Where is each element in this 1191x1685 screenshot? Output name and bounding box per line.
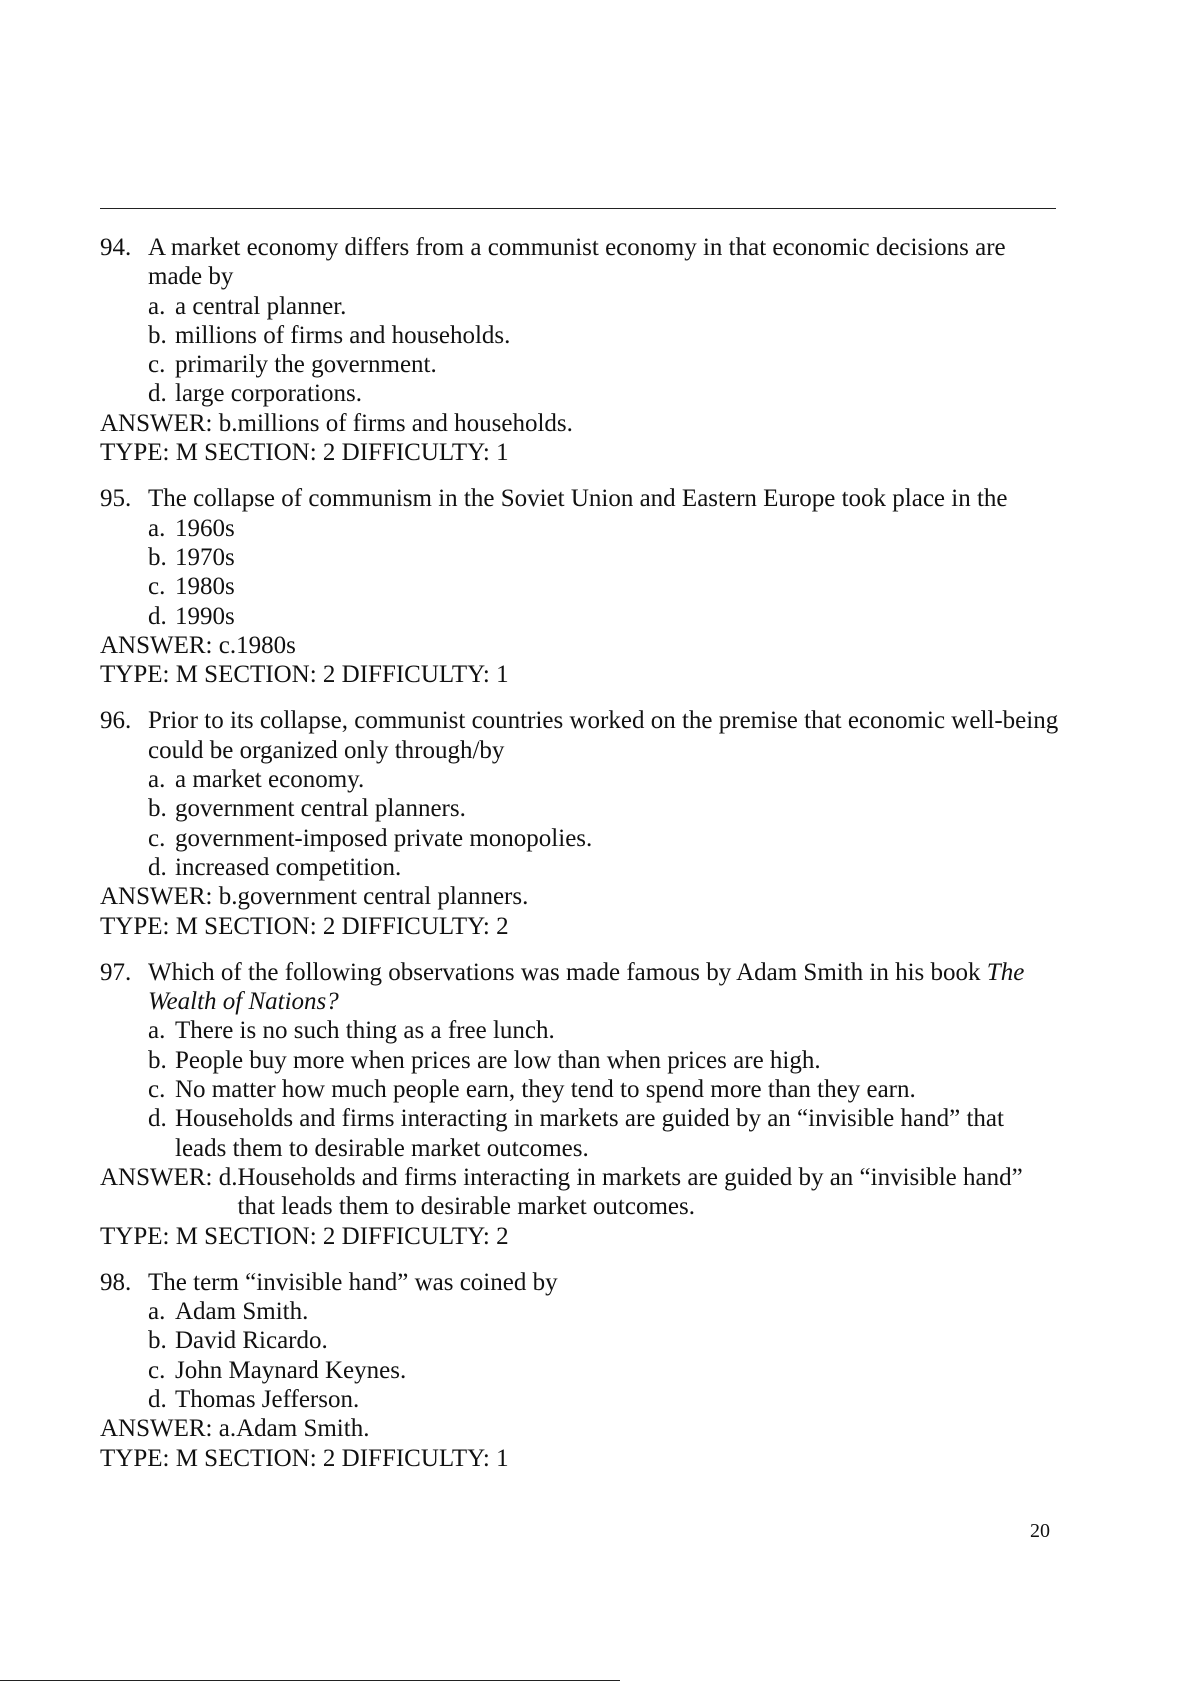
question-stem: The collapse of communism in the Soviet Union and Eastern Europe took place in the	[148, 485, 1008, 513]
option	[148, 321, 1060, 350]
option-text: Households and firms interacting in markets are guided by an “invisible hand” that leads them to desirable market outcomes.	[175, 1105, 1004, 1162]
question-95	[100, 484, 1060, 689]
question-meta: TYPE: M SECTION: 2 DIFFICULTY: 2	[100, 912, 509, 940]
question-94	[100, 233, 1060, 467]
option-text: Adam Smith.	[175, 1298, 309, 1326]
question-meta: TYPE: M SECTION: 2 DIFFICULTY: 1	[100, 439, 509, 467]
option	[148, 292, 1060, 321]
question-number: 98.	[100, 1268, 132, 1296]
answer-label: ANSWER: d.	[100, 1163, 238, 1191]
option	[148, 1326, 1060, 1355]
option-text: 1960s	[175, 514, 235, 542]
question-stem: Prior to its collapse, communist countries worked on the premise that economic well-being could be organized only through/by	[148, 707, 1059, 764]
option-text: large corporations.	[175, 380, 362, 408]
question-number: 96.	[100, 707, 132, 735]
option-letter: d.	[148, 1385, 167, 1413]
question-meta: TYPE: M SECTION: 2 DIFFICULTY: 1	[100, 1444, 509, 1472]
option-letter: d.	[148, 853, 167, 881]
option-letter: a.	[148, 292, 166, 320]
answer-text-body: Households and firms interacting in markets are guided by an “invisible hand” that leads them to desirable market outcomes.	[237, 1163, 1023, 1221]
option-letter: a.	[148, 766, 166, 794]
option-text: government-imposed private monopolies.	[175, 824, 593, 852]
question-stem	[148, 958, 1060, 1017]
option	[148, 1046, 1060, 1075]
option-text: People buy more when prices are low than when prices are high.	[175, 1046, 821, 1074]
option-letter: c.	[148, 824, 166, 852]
option	[148, 602, 1060, 631]
option-text: There is no such thing as a free lunch.	[175, 1017, 555, 1045]
answer-line	[100, 631, 1060, 660]
option-letter: c.	[148, 1356, 166, 1384]
option	[148, 1297, 1060, 1326]
answer-text: 1980s	[236, 631, 296, 659]
question-number: 97.	[100, 958, 132, 986]
answer-label: ANSWER: b.	[100, 883, 238, 911]
option	[148, 572, 1060, 601]
option-letter: d.	[148, 602, 167, 630]
option	[148, 1385, 1060, 1414]
question-stem: The term “invisible hand” was coined by	[148, 1268, 558, 1296]
option	[148, 514, 1060, 543]
answer-label: ANSWER: b.	[100, 409, 238, 437]
question-number: 95.	[100, 485, 132, 513]
option-text: a central planner.	[175, 292, 347, 320]
option-text: millions of firms and households.	[175, 321, 511, 349]
option-letter: b.	[148, 1327, 167, 1355]
option-text: government central planners.	[175, 795, 466, 823]
question-meta: TYPE: M SECTION: 2 DIFFICULTY: 1	[100, 661, 509, 689]
option-letter: c.	[148, 573, 166, 601]
option-letter: c.	[148, 351, 166, 379]
option-text: 1990s	[175, 602, 235, 630]
question-meta: TYPE: M SECTION: 2 DIFFICULTY: 2	[100, 1222, 509, 1250]
question-98	[100, 1268, 1060, 1473]
option	[148, 1075, 1060, 1104]
option	[148, 543, 1060, 572]
question-list	[100, 233, 1060, 1490]
option-text: No matter how much people earn, they tend to spend more than they earn.	[175, 1076, 916, 1104]
option-text: a market economy.	[175, 766, 365, 794]
answer-label: ANSWER: a.	[100, 1415, 237, 1443]
option-letter: c.	[148, 1076, 166, 1104]
question-96	[100, 706, 1060, 940]
book-title: The Wealth of Nations?	[148, 958, 1025, 1016]
option	[148, 824, 1060, 853]
answer-text	[238, 1163, 1061, 1222]
option	[148, 1016, 1060, 1045]
option-text: 1970s	[175, 543, 235, 571]
answer-line	[100, 1163, 1060, 1222]
option-text: primarily the government.	[175, 351, 437, 379]
option-letter: b.	[148, 543, 167, 571]
header-rule	[100, 208, 1056, 209]
option-letter: b.	[148, 795, 167, 823]
option	[148, 1356, 1060, 1385]
answer-text: government central planners.	[237, 883, 529, 911]
option	[148, 853, 1060, 882]
answer-line	[100, 1414, 1060, 1443]
question-stem-text: Which of the following observations was made famous by Adam Smith in his book	[148, 958, 987, 986]
option	[148, 1104, 1060, 1163]
option-letter: b.	[148, 1046, 167, 1074]
option-letter: a.	[148, 1017, 166, 1045]
option	[148, 379, 1060, 408]
question-97	[100, 958, 1060, 1251]
option-letter: a.	[148, 514, 166, 542]
option-text: Thomas Jefferson.	[175, 1385, 360, 1413]
option-letter: b.	[148, 321, 167, 349]
option-text: increased competition.	[175, 853, 402, 881]
answer-line	[100, 409, 1060, 438]
option-letter: d.	[148, 380, 167, 408]
answer-text: Adam Smith.	[236, 1415, 370, 1443]
question-number: 94.	[100, 234, 132, 261]
option	[148, 350, 1060, 379]
option	[148, 765, 1060, 794]
option-text: 1980s	[175, 573, 235, 601]
question-stem: A market economy differs from a communist economy in that economic decisions are made by	[148, 234, 1006, 291]
footer-rule	[0, 1680, 620, 1681]
page-number: 20	[1030, 1520, 1050, 1542]
answer-label: ANSWER: c.	[100, 631, 237, 659]
option-text: John Maynard Keynes.	[175, 1356, 407, 1384]
option-letter: a.	[148, 1298, 166, 1326]
option	[148, 794, 1060, 823]
option-letter: d.	[148, 1105, 167, 1133]
answer-line	[100, 882, 1060, 911]
option-text: David Ricardo.	[175, 1327, 328, 1355]
answer-text: millions of firms and households.	[237, 409, 573, 437]
